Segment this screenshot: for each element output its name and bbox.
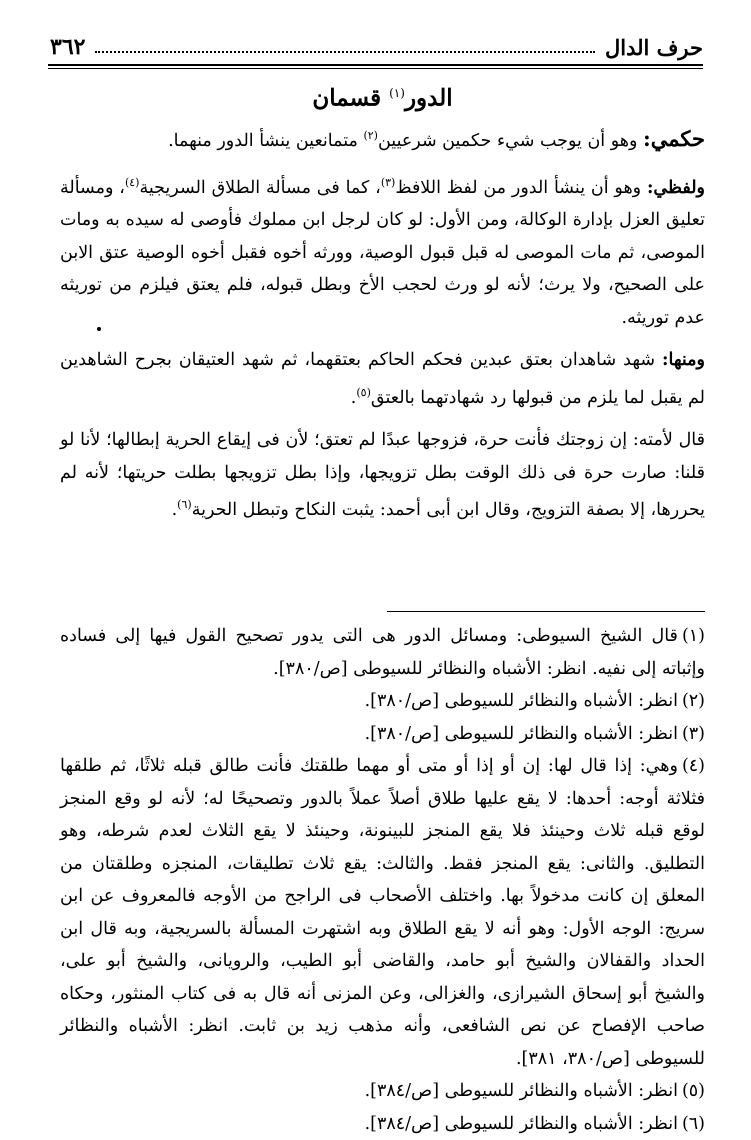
section-heading-word: الدور — [405, 85, 453, 112]
page-number: ٣٦٢ — [50, 34, 85, 60]
footnote-4 — [60, 750, 705, 1075]
footnote-1 — [60, 620, 705, 685]
footnote-5 — [60, 1075, 705, 1108]
paragraph-text: قال لأمته: إن زوجتك فأنت حرة، فزوجها عبدًا لم تعتق؛ لأن فى إيقاع الحرية إبطالها؛ لأنا لو قلنا: صارت حرة فى ذلك الوقت بطل تزويجها، وإذا بطل تزويجها بطلت حريتها؛ لأنه لم يحررها، إلا بصفة التزويج، وقال ابن أبى أحمد: يثبت النكاح وتبطل الحرية — [60, 430, 705, 520]
footnote-ref: (٣) — [381, 176, 396, 189]
footnote-number: (١) — [682, 626, 705, 646]
paragraph-text: ، كما فى مسألة الطلاق السريجية — [139, 178, 380, 198]
paragraph-keyword: حكمي: — [643, 125, 705, 150]
footnote-number: (٦) — [682, 1114, 705, 1134]
footnote-ref: (٤) — [125, 176, 140, 189]
paragraph-hukmi — [60, 120, 705, 157]
footnote-number: (٤) — [682, 756, 705, 776]
paragraph-ama — [60, 424, 705, 526]
paragraph-text: وهو أن ينشأ الدور من لفظ اللافظ — [395, 178, 647, 198]
section-heading — [60, 72, 705, 120]
footnotes — [60, 620, 705, 1140]
paragraph-text: ، ومسألة تعليق العزل بإدارة الوكالة، ومن الأول: لو كان لرجل ابن مملوك فأوصى له سيده به ومات الموصى، ثم مات الموصى له قبل قبول الوصية، وورثه أخوه فقبل أخوه الوصية عتق الابن على الصحيح، ولا يرث؛ لأنه لو ورث لحجب الأخ وبطل قبوله، فلم يعتق فيلزم من توريثه عدم توريثه. — [60, 178, 705, 328]
section-heading-suffix: قسمان — [312, 85, 381, 112]
paragraph-text: متمانعين ينشأ الدور منهما. — [168, 130, 363, 150]
footnote-ref: (٦) — [177, 498, 192, 511]
footnote-ref: (٢) — [363, 129, 378, 142]
footnote-text: انظر: الأشباه والنظائر للسيوطى [ص/٣٨٠]. — [365, 691, 678, 711]
paragraph-keyword: ولفظي: — [647, 178, 705, 198]
footnote-3 — [60, 718, 705, 751]
header-rule-thick — [48, 64, 703, 66]
footnote-text: قال الشيخ السيوطى: ومسائل الدور هى التى يدور تصحيح القول فيها إلى فساده وإثباته إلى نفيه. انظر: الأشباه والنظائر للسيوطى [ص/٣٨٠]. — [60, 626, 705, 679]
footnote-2 — [60, 685, 705, 718]
footnote-number: (٢) — [682, 691, 705, 711]
footnote-ref: (١) — [389, 86, 405, 100]
footnote-text: انظر: الأشباه والنظائر للسيوطى [ص/٣٨٠]. — [365, 724, 678, 744]
paragraph-text: شهد شاهدان بعتق عبدين فحكم الحاكم بعتقهما، ثم شهد العتيقان بجرح الشاهدين لم يقبل لما يلزم من قبولها رد شهادتهما بالعتق — [60, 350, 705, 407]
running-title: حرف الدال — [605, 35, 703, 60]
footnote-text: انظر: الأشباه والنظائر للسيوطى [ص/٣٨٤]. — [365, 1114, 678, 1134]
paragraph-text: وهو أن يوجب شيء حكمين شرعيين — [378, 130, 643, 150]
paragraph-text: . — [351, 388, 357, 408]
footnote-separator — [387, 611, 705, 612]
footnote-ref: (٥) — [356, 386, 371, 399]
footnote-number: (٣) — [682, 724, 705, 744]
paragraph-minha — [60, 344, 705, 414]
stray-dot — [97, 327, 101, 331]
header-rule-thin — [48, 68, 703, 69]
header-dot-leader — [95, 41, 595, 53]
footnote-text: وهي: إذا قال لها: إن أو إذا أو متى أو مهما طلقتك فأنت طالق قبله ثلاثًا، ثم طلقها فثلاثة أوجه: أحدها: لا يقع عليها طلاق أصلاً عملاً بالدور وتصحيحًا له؛ لأنه لو وقع المنجز لوقع قبله ثلاث وحينئذ فلا يقع المنجز للبينونة، وحينئذ لا يقع الثلاث لعدم شرطه، وهو التطليق. والثانى: يقع المنجز فقط. والثالث: يقع ثلاث تطليقات، المنجزه وطلقتان من المعلق إن كانت مدخولاً بها. واختلف الأصحاب فى الراجح من الأوجه فالمعروف عن ابن سريج: الوجه الأول: وهو أنه لا يقع الطلاق وبه اشتهرت المسألة بالسريجية، وبه قال ابن الحداد والقفالان والشيخ أبو حامد، والقاضى أبو الطيب، والرويانى، والشيخ أبو على، والشيخ أبو إسحاق الشيرازى، والغزالى، وعن المزنى أنه قال به فى كتاب المنثور، وحكاه صاحب الإفصاح عن نص الشافعى، وأنه مذهب زيد بن ثابت. انظر: الأشباه والنظائر للسيوطى [ص/٣٨٠، ٣٨١]. — [60, 756, 705, 1069]
main-text — [60, 72, 705, 526]
paragraph-lafzi — [60, 167, 705, 334]
paragraph-keyword: ومنها: — [662, 350, 705, 370]
running-header — [50, 30, 703, 64]
paragraph-text: . — [172, 500, 178, 520]
footnote-number: (٥) — [682, 1081, 705, 1101]
footnote-text: انظر: الأشباه والنظائر للسيوطى [ص/٣٨٤]. — [365, 1081, 678, 1101]
footnote-6 — [60, 1108, 705, 1140]
